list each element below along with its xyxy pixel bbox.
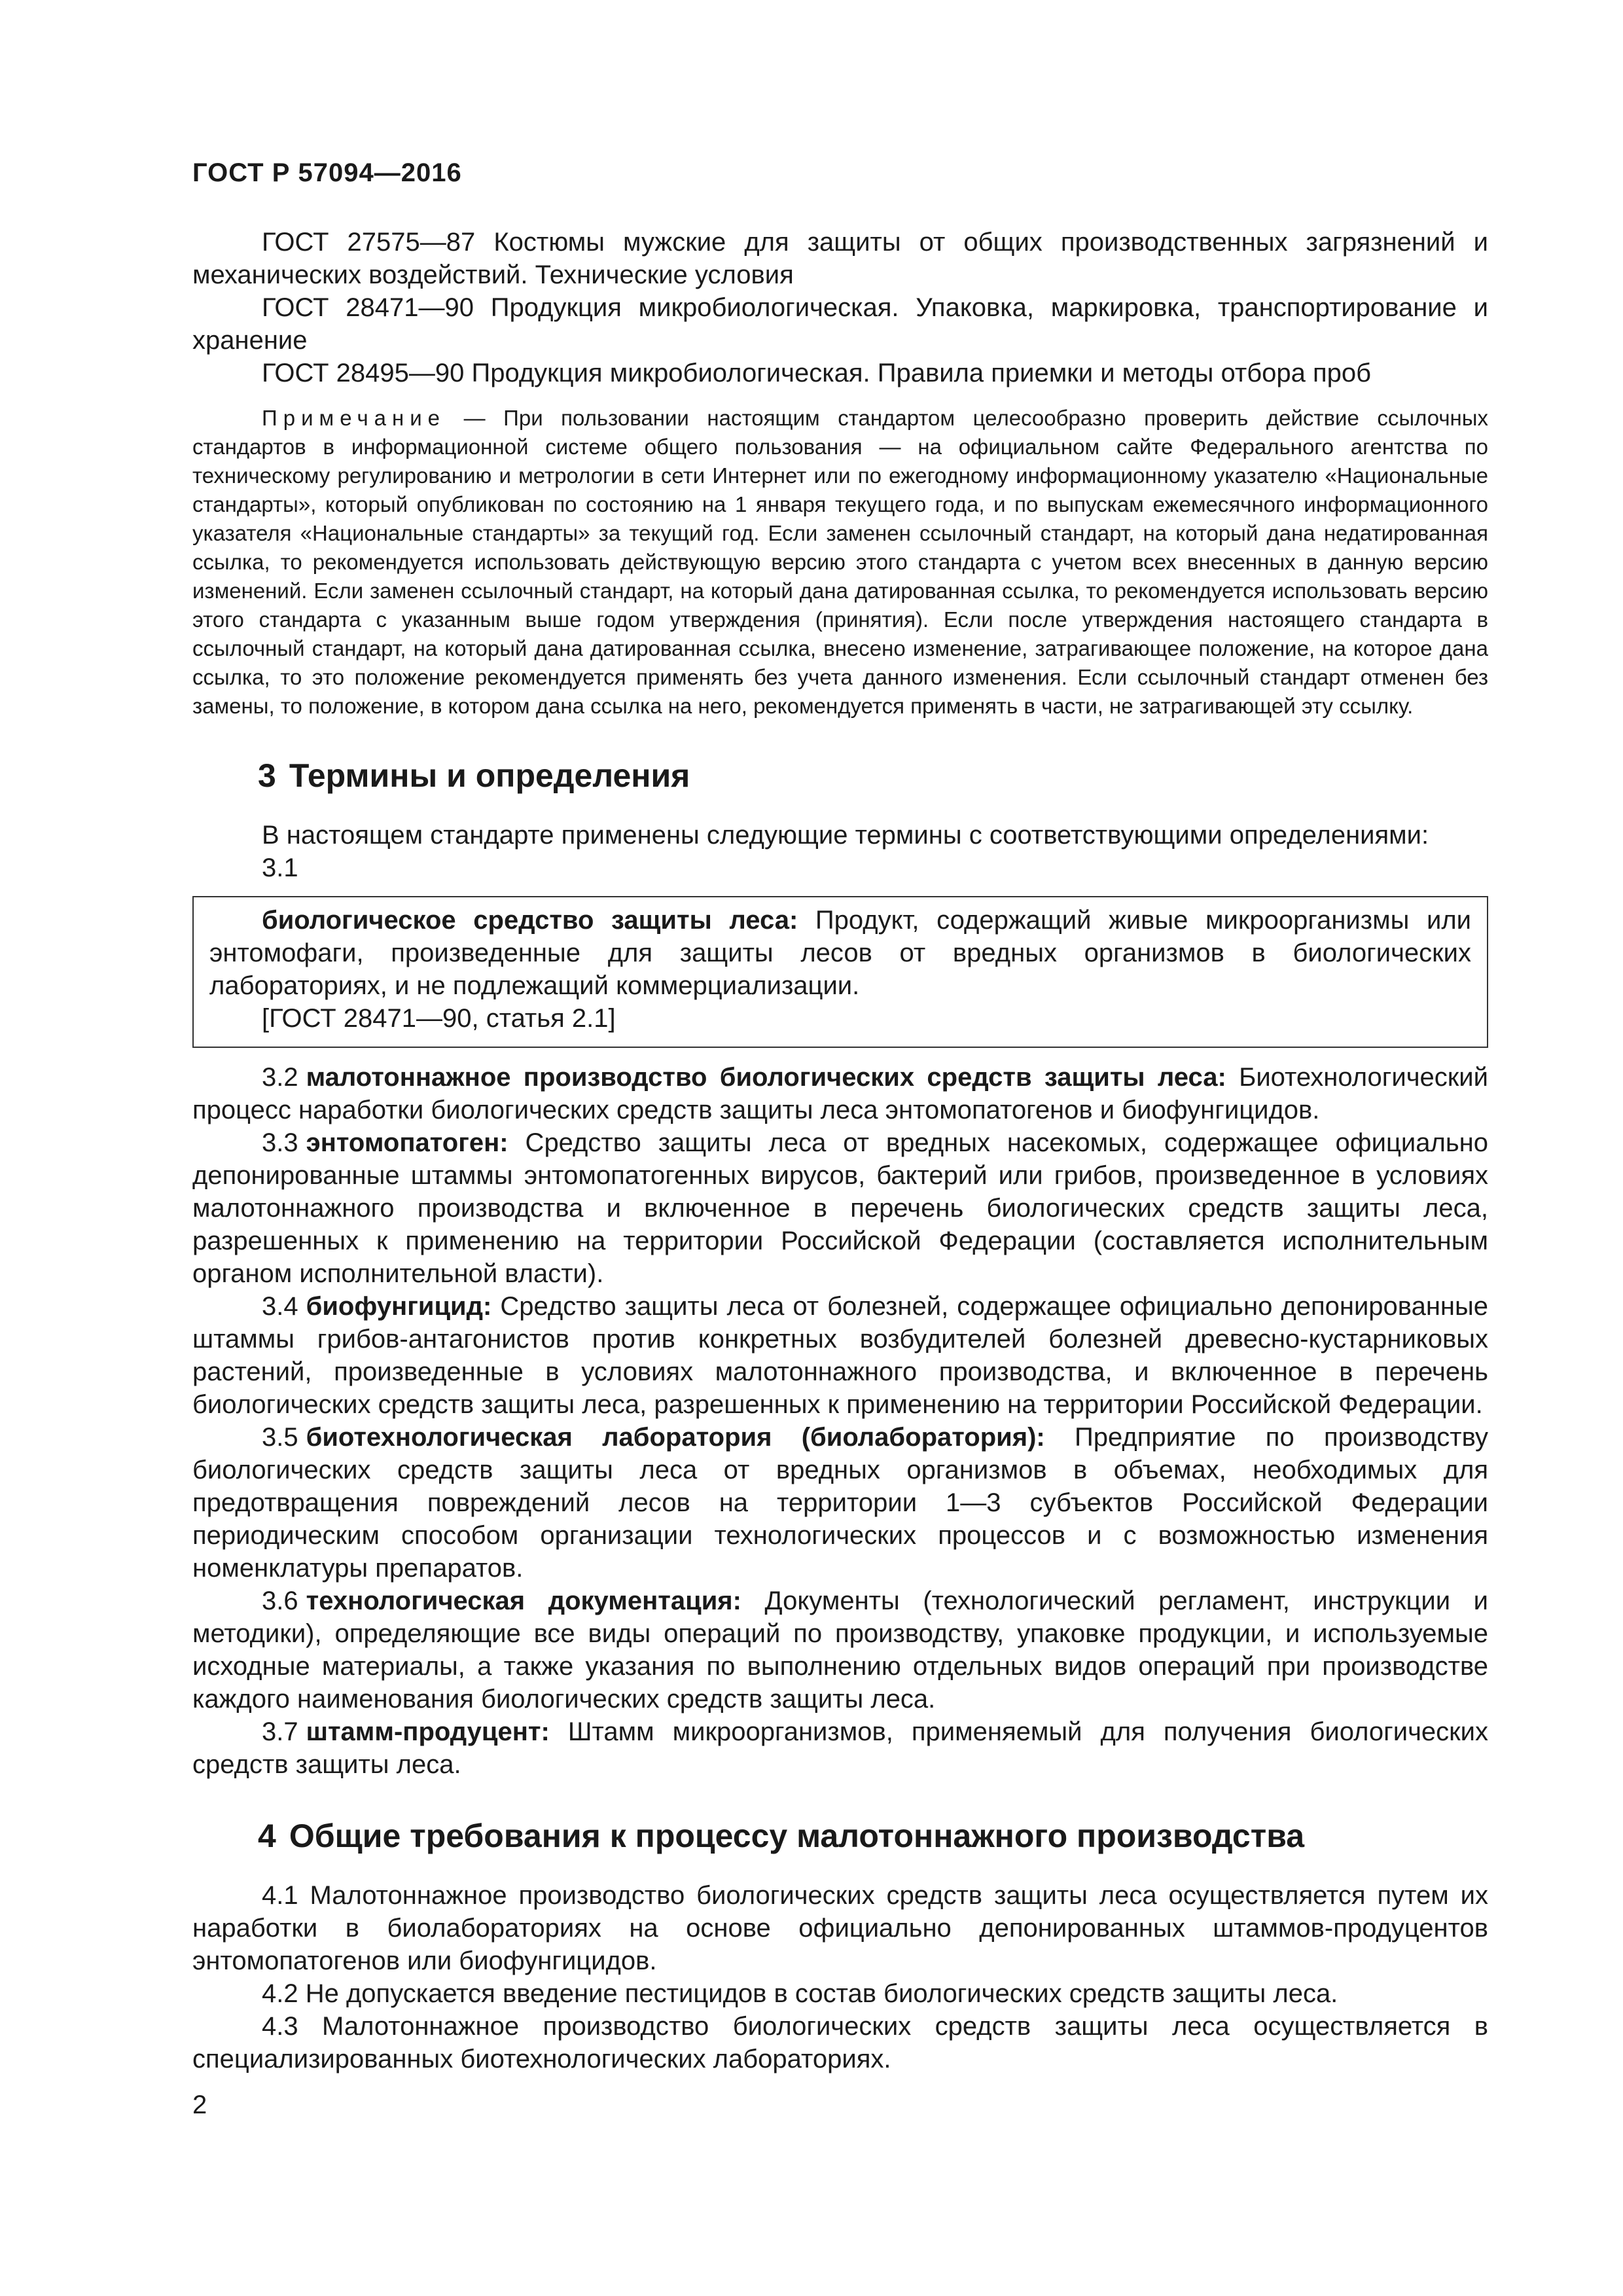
standard-code-header: ГОСТ Р 57094—2016 [192,158,462,187]
requirement-item: 4.3 Малотоннажное производство биологических средств защиты леса осуществляется в специализированных биотехнологических лабораториях. [192,2012,1488,2073]
term-name: малотоннажное производство биологических средств защиты леса: [306,1063,1226,1092]
term-number: 3.3 [262,1128,298,1157]
term-name: биологическое средство защиты леса: [262,906,798,935]
term-name: биотехнологическая лаборатория (биолаборатория): [306,1423,1045,1452]
section-3-intro: В настоящем стандарте применены следующие термины с соответствующими определениями: [262,821,1429,850]
section-3-heading [258,756,1488,795]
term-definition: Продукт, содержащий живые микроорганизмы или энтомофаги, произведенные для защиты лесов от вредных организмов в биологических лабораториях, и не подлежащий коммерциализации. [209,906,1471,1000]
section-title: Общие требования к процессу малотоннажного производства [289,1818,1305,1854]
reference-item: ГОСТ 27575—87 Костюмы мужские для защиты от общих производственных загрязнений и механических воздействий. Технические условия [192,228,1488,289]
page-content [192,226,1488,2075]
section-title: Термины и определения [289,757,690,794]
term-definition: Предприятие по производству биологических средств защиты леса от вредных организмов в объемах, необходимых для предотвращения повреждений лесов на территории 1—3 субъектов Российской Федерации периодическим способом организации технологических процессов и с возможностью изменения номенклатуры препаратов. [192,1423,1488,1583]
term-item [192,1290,1488,1421]
term-item [192,1126,1488,1290]
note-paragraph [192,404,1488,721]
term-number: 3.2 [262,1063,298,1092]
term-definition: Документы (технологический регламент, инструкции и методики), определяющие все виды операций по производству, упаковке продукции, и используемые исходные материалы, а также указания по выполнению отдельных видов операций при производстве каждого наименования биологических средств защиты леса. [192,1587,1488,1713]
requirement-item: 4.1 Малотоннажное производство биологических средств защиты леса осуществляется путем их наработки в биолабораториях на основе официально депонированных штаммов-продуцентов энтомопатогенов или биофунгицидов. [192,1881,1488,1975]
section-number: 4 [258,1818,276,1854]
term-item [192,1421,1488,1585]
note-label: Примечание [262,406,446,430]
term-definition: Штамм микроорганизмов, применяемый для получения биологических средств защиты леса. [192,1717,1488,1779]
term-definition: Средство защиты леса от вредных насекомых, содержащее официально депонированные штаммы энтомопатогенных вирусов, бактерий или грибов, произведенное в условиях малотоннажного производства и включенное в перечень биологических средств защиты леса, разрешенных к применению на территории Российской Федерации (составляется исполнительным органом исполнительной власти). [192,1128,1488,1288]
term-number: 3.6 [262,1587,298,1615]
term-definition: Средство защиты леса от болезней, содержащее официально депонированные штаммы грибов-антагонистов против конкретных возбудителей болезней древесно-кустарниковых растений, произведенные в условиях малотоннажного производства, и включенное в перечень биологических средств защиты леса, разрешенных к применению на территории Российской Федерации. [192,1292,1488,1419]
reference-item: ГОСТ 28495—90 Продукция микробиологическая. Правила приемки и методы отбора проб [262,359,1372,387]
term-item [192,1715,1488,1781]
section-4-heading [258,1816,1488,1856]
requirement-item: 4.2 Не допускается введение пестицидов в состав биологических средств защиты леса. [262,1979,1338,2008]
term-name: технологическая документация: [306,1587,741,1615]
section-number: 3 [258,757,276,794]
reference-item: ГОСТ 28471—90 Продукция микробиологическая. Упаковка, маркировка, транспортирование и хранение [192,293,1488,355]
term-number: 3.7 [262,1717,298,1746]
term-source-reference: [ГОСТ 28471—90, статья 2.1] [262,1004,616,1033]
term-name: биофунгицид: [306,1292,492,1321]
term-definition: Биотехнологический процесс наработки биологических средств защиты леса энтомопатогенов и биофунгицидов. [192,1063,1488,1124]
term-number: 3.1 [262,853,298,882]
term-item [192,1061,1488,1126]
term-item [192,1585,1488,1715]
term-name: энтомопатоген: [306,1128,508,1157]
boxed-term-definition [209,904,1471,1002]
note-text: — При пользовании настоящим стандартом целесообразно проверить действие ссылочных стандартов в информационной системе общего пользования — на официальном сайте Федерального агентства по техническому регулированию и метрологии в сети Интернет или по ежегодному информационному указателю «Национальные стандарты», который опубликован по состоянию на 1 января текущего года, и по выпускам ежемесячного информационного указателя «Национальные стандарты» за текущий год. Если заменен ссылочный стандарт, на который дана недатированная ссылка, то рекомендуется использовать действующую версию этого стандарта с учетом всех внесенных в данную версию изменений. Если заменен ссылочный стандарт, на который дана датированная ссылка, то рекомендуется использовать версию этого стандарта с указанным выше годом утверждения (принятия). Если после утверждения настоящего стандарта в ссылочный стандарт, на который дана датированная ссылка, внесено изменение, затрагивающее положение, на которое дана ссылка, то это положение рекомендуется применять без учета данного изменения. Если ссылочный стандарт отменен без замены, то положение, в котором дана ссылка на него, рекомендуется применять в части, не затрагивающей эту ссылку. [192,406,1488,718]
term-number: 3.5 [262,1423,298,1452]
term-name: штамм-продуцент: [306,1717,550,1746]
term-definition-box [192,896,1488,1048]
term-number: 3.4 [262,1292,298,1321]
page-number: 2 [192,2090,207,2119]
